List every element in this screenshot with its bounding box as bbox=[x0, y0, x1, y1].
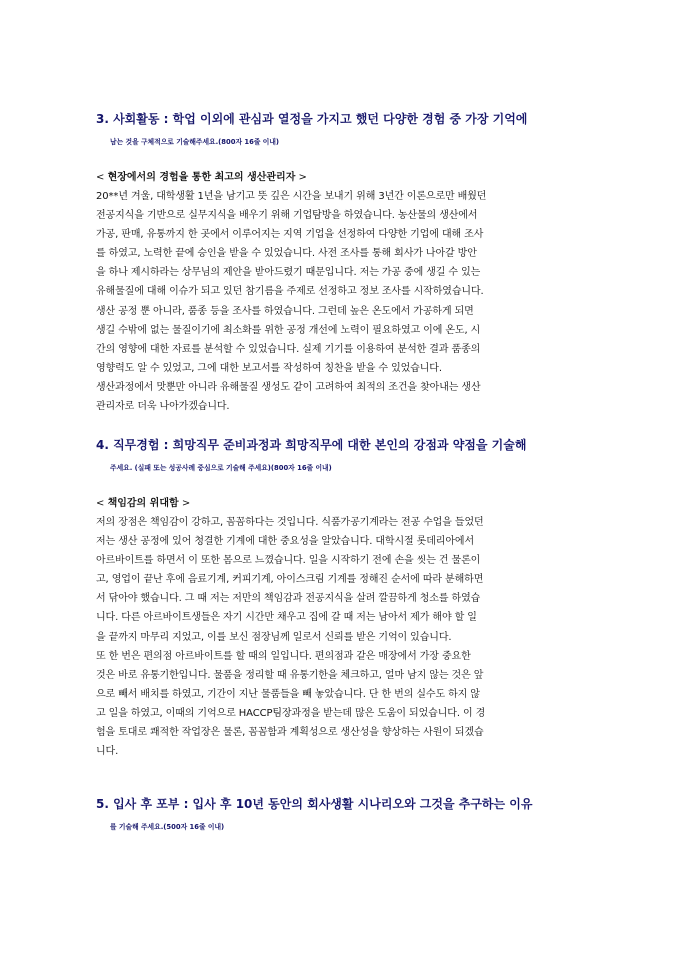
question-line-1: 4. 직무경험 : 희망직무 준비과정과 희망직무에 대한 본인의 강점과 약점을 기술해 bbox=[96, 438, 527, 452]
answer-line: 영향력도 알 수 있었고, 그에 대한 보고서를 작성하여 칭찬을 받을 수 있었습니다. bbox=[96, 362, 442, 374]
question-line-1: 3. 사회활동 : 학업 이외에 관심과 열정을 가지고 했던 다양한 경험 중 가장 기억에 bbox=[96, 112, 528, 126]
question-line-2: 를 기술해 주세요.(500자 16줄 이내) bbox=[110, 823, 225, 831]
answer-line: 것은 바로 유통기한입니다. 물품을 정리할 때 유통기한을 체크하고, 얼마 남지 않는 것은 앞 bbox=[96, 669, 484, 681]
answer-line: 간의 영향에 대한 자료를 분석할 수 있었습니다. 실제 기기를 이용하여 분석한 결과 품종의 bbox=[96, 343, 481, 355]
answer-line: 생길 수밖에 없는 물질이기에 최소화를 위한 공정 개선에 노력이 필요하였고 이에 온도, 시 bbox=[96, 324, 481, 336]
answer-line: 니다. bbox=[96, 746, 119, 758]
answer-line: 를 하였고, 노력한 끝에 승인을 받을 수 있었습니다. 사전 조사를 통해 회사가 나아갈 방안 bbox=[96, 248, 477, 260]
answer-line: 20**년 겨울, 대학생활 1년을 남기고 뜻 깊은 시간을 보내기 위해 3년간 이론으로만 배웠던 bbox=[96, 191, 487, 202]
answer-subtitle bbox=[96, 494, 586, 513]
subtitle-close-bracket: > bbox=[295, 172, 307, 183]
answer-line: 관리자로 더욱 나아가겠습니다. bbox=[96, 401, 230, 413]
subtitle-text: 현장에서의 경험을 통한 최고의 생산관리자 bbox=[107, 172, 296, 183]
subtitle-close-bracket: > bbox=[178, 498, 191, 509]
answer-line: 험을 토대로 쾌적한 작업장은 물론, 꼼꼼함과 계획성으로 생산성을 향상하는 사원이 되겠습 bbox=[96, 727, 484, 739]
answer-line: 아르바이트를 하면서 이 또한 몸으로 느꼈습니다. 일을 시작하기 전에 손을 씻는 건 물론이 bbox=[96, 555, 481, 567]
subtitle-open-bracket: < bbox=[96, 172, 108, 183]
answer-line: 또 한 번은 편의점 아르바이트를 할 때의 일입니다. 편의점과 같은 매장에서 가장 중요한 bbox=[96, 650, 471, 662]
section-job-experience bbox=[96, 434, 586, 761]
answer-line: 으로 빼서 배치를 하였고, 기간이 지난 물품들을 빼 놓았습니다. 단 한 번의 실수도 하지 않 bbox=[96, 688, 480, 700]
answer-line: 니다. 다른 아르바이트생들은 자기 시간만 채우고 집에 갈 때 저는 남아서 제가 해야 할 일 bbox=[96, 612, 477, 624]
answer-line: 유해물질에 대해 이슈가 되고 있던 참기름을 주제로 선정하고 정보 조사를 시작하였습니다. bbox=[96, 286, 484, 298]
answer-line: 가공, 판매, 유통까지 한 곳에서 이루어지는 지역 기업을 선정하여 다양한 기업에 대해 조사 bbox=[96, 229, 484, 241]
answer-line: 저의 장점은 책임감이 강하고, 꼼꼼하다는 것입니다. 식품가공기계라는 전공 수업을 들었던 bbox=[96, 517, 484, 528]
question-heading bbox=[96, 108, 586, 154]
answer-line: 을 하나 제시하라는 상무님의 제안을 받아드렸기 때문입니다. 저는 가공 중에 생길 수 있는 bbox=[96, 267, 481, 279]
answer-line: 저는 생산 공정에 있어 청결한 기계에 대한 중요성을 알았습니다. 대학시절 롯데리아에서 bbox=[96, 536, 475, 548]
answer-line: 을 끝까지 마무리 지었고, 이를 보신 점장님께 일로서 신뢰를 받은 기억이 있습니다. bbox=[96, 631, 452, 643]
answer-line: 서 닦아야 했습니다. 그 때 저는 저만의 책임감과 전공지식을 살려 깔끔하게 청소를 하였습 bbox=[96, 593, 481, 605]
question-line-1: 5. 입사 후 포부 : 입사 후 10년 동안의 회사생활 시나리오와 그것을 추구하는 이유 bbox=[96, 797, 533, 811]
answer-line: 전공지식을 기반으로 실무지식을 배우기 위해 기업탐방을 하였습니다. 농산물의 생산에서 bbox=[96, 210, 478, 222]
section-social-activity bbox=[96, 108, 586, 416]
question-line-2: 주세요. (실패 또는 성공사례 중심으로 기술해 주세요)(800자 16줄 이내) bbox=[110, 464, 332, 472]
question-heading bbox=[96, 434, 586, 480]
answer-body bbox=[96, 187, 586, 416]
answer-line: 고 일을 하였고, 이때의 기억으로 HACCP팀장과정을 받는데 많은 도움이 되었습니다. 이 경 bbox=[96, 707, 486, 719]
subtitle-text: 책임감의 위대함 bbox=[107, 498, 179, 509]
answer-subtitle bbox=[96, 168, 586, 187]
answer-body bbox=[96, 513, 586, 761]
question-line-2: 남는 것을 구체적으로 기술해주세요.(800자 16줄 이내) bbox=[110, 138, 280, 146]
answer-line: 생산 공정 뿐 아니라, 품종 등을 조사를 하였습니다. 그런데 높은 온도에서 가공하게 되면 bbox=[96, 305, 474, 317]
section-aspirations bbox=[96, 793, 586, 839]
subtitle-open-bracket: < bbox=[96, 498, 108, 509]
question-heading bbox=[96, 793, 586, 839]
answer-line: 고, 영업이 끝난 후에 음료기계, 커피기계, 아이스크림 기계를 정해진 순서에 따라 분해하면 bbox=[96, 574, 484, 586]
answer-line: 생산과정에서 맛뿐만 아니라 유해물질 생성도 같이 고려하여 최적의 조건을 찾아내는 생산 bbox=[96, 381, 481, 393]
